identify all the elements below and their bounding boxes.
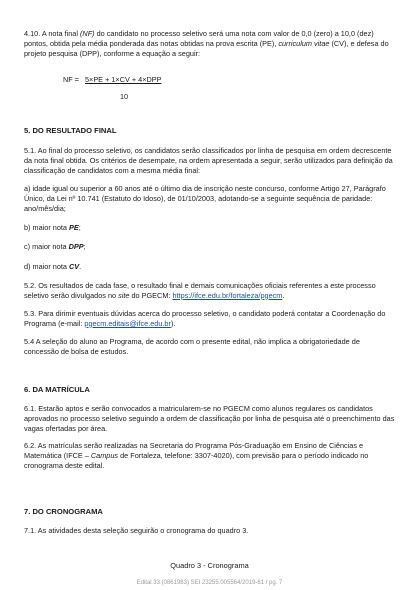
text: ). [170, 318, 176, 328]
paragraph-6-1: 6.1. Estarão aptos e serão convocados a matricularem-se no PGECM como alunos regulares os candidatos aprovados no processo seletivo seguindo a ordem de classificação por linha de pesquisa até o preenchimento das vagas ofertadas por área. [24, 404, 395, 433]
text-campus: Campus [90, 450, 119, 460]
text-nf: (NF) [80, 29, 95, 38]
section-5-heading: 5. DO RESULTADO FINAL [24, 126, 117, 135]
text: b) maior nota [24, 223, 70, 232]
paragraph-7-1: 7.1. As atividades desta seleção seguirão o cronograma do quadro 3. [24, 526, 249, 535]
criterion-a: a) idade igual ou superior a 60 anos até o último dia de inscrição neste concurso, conforme Artigo 27, Parágrafo Único, da Lei nº 10.741 (Estatuto do Idoso), de 01/10/2003, adotando-se a seguinte sequência de paridade: ano/mês/dia; [24, 184, 386, 213]
text: do candidato no processo seletivo será uma nota com valor de 0,0 (zero) a 10,0 (dez) pontos, obtida pela média ponderada das notas obtidas na prova escrita (PE), [24, 29, 374, 48]
text: d) maior nota [24, 262, 70, 271]
text: (CV), e defesa do projeto pesquisa (DPP), conforme a equação a seguir: [24, 38, 389, 58]
text: 6.2. As matrículas serão realizadas na Secretaria do Programa Pós-Graduação em Ensino de Ciências e Matemática (IFCE – [24, 441, 364, 460]
criterion-c [24, 242, 396, 252]
section-6-heading: 6. DA MATRÍCULA [24, 385, 90, 394]
equation-denominator: 10 [120, 92, 129, 101]
paragraph-5-4: 5.4 A seleção do aluno ao Programa, de acordo com o presente edital, não implica a obrigatoriedade de concessão de bolsa de estudos. [24, 337, 360, 356]
paragraph-5-2 [24, 281, 396, 301]
text: 5.3. Para dirimir eventuais dúvidas acerca do processo seletivo, o candidato poderá contatar a Coordenação do Programa (e-mail: [24, 309, 386, 328]
text: c) maior nota [24, 242, 69, 251]
email-link[interactable]: pgecm.editais@ifce.edu.br [84, 318, 171, 328]
text-pe: PE [69, 223, 79, 232]
criterion-b [24, 223, 396, 233]
equation-numerator: 5×PE + 1×CV + 4×DPP [85, 75, 162, 84]
table-caption: Quadro 3 - Cronograma [170, 561, 249, 570]
paragraph-5-1: 5.1. Ao final do processo seletivo, os candidatos serão classificados por linha de pesquisa em ordem decrescente da nota final obtida. Os critérios de desempate, na ordem apresentada a seguir, serão utilizados para definição da classificação de candidatos com a mesma média final: [24, 146, 393, 175]
text: . [79, 262, 82, 271]
text-cv: CV [69, 262, 80, 271]
text: do PGECM: [129, 290, 173, 300]
text-curriculum: curriculum vitae [278, 38, 330, 48]
paragraph-5-3 [24, 309, 396, 329]
criterion-d [24, 262, 396, 272]
paragraph-6-2 [24, 441, 396, 470]
text-dpp: DPP [68, 242, 84, 251]
text: . [282, 290, 285, 300]
paragraph-4-10 [24, 29, 396, 58]
page-footer: Edital 33 (0861983) SEI 23255.005564/2019-61 / pg. 7 [136, 580, 283, 586]
section-7-heading: 7. DO CRONOGRAMA [24, 507, 103, 516]
text-site: site [118, 290, 130, 300]
text: 4.10. A nota final [24, 29, 80, 38]
text: de Fortaleza, telefone: 3307-4020), com previsão para o período indicado no cronograma deste edital. [24, 450, 369, 470]
equation-lhs: NF = [63, 75, 80, 84]
text: ; [78, 223, 81, 232]
text: 5.2. Os resultados de cada fase, o resultado final e demais comunicações oficiais referentes a este processo seletivo serão divulgados no [24, 281, 376, 300]
pgecm-link[interactable]: https://ifce.edu.br/fortaleza/pgecm [172, 290, 283, 300]
text: ; [83, 242, 86, 251]
